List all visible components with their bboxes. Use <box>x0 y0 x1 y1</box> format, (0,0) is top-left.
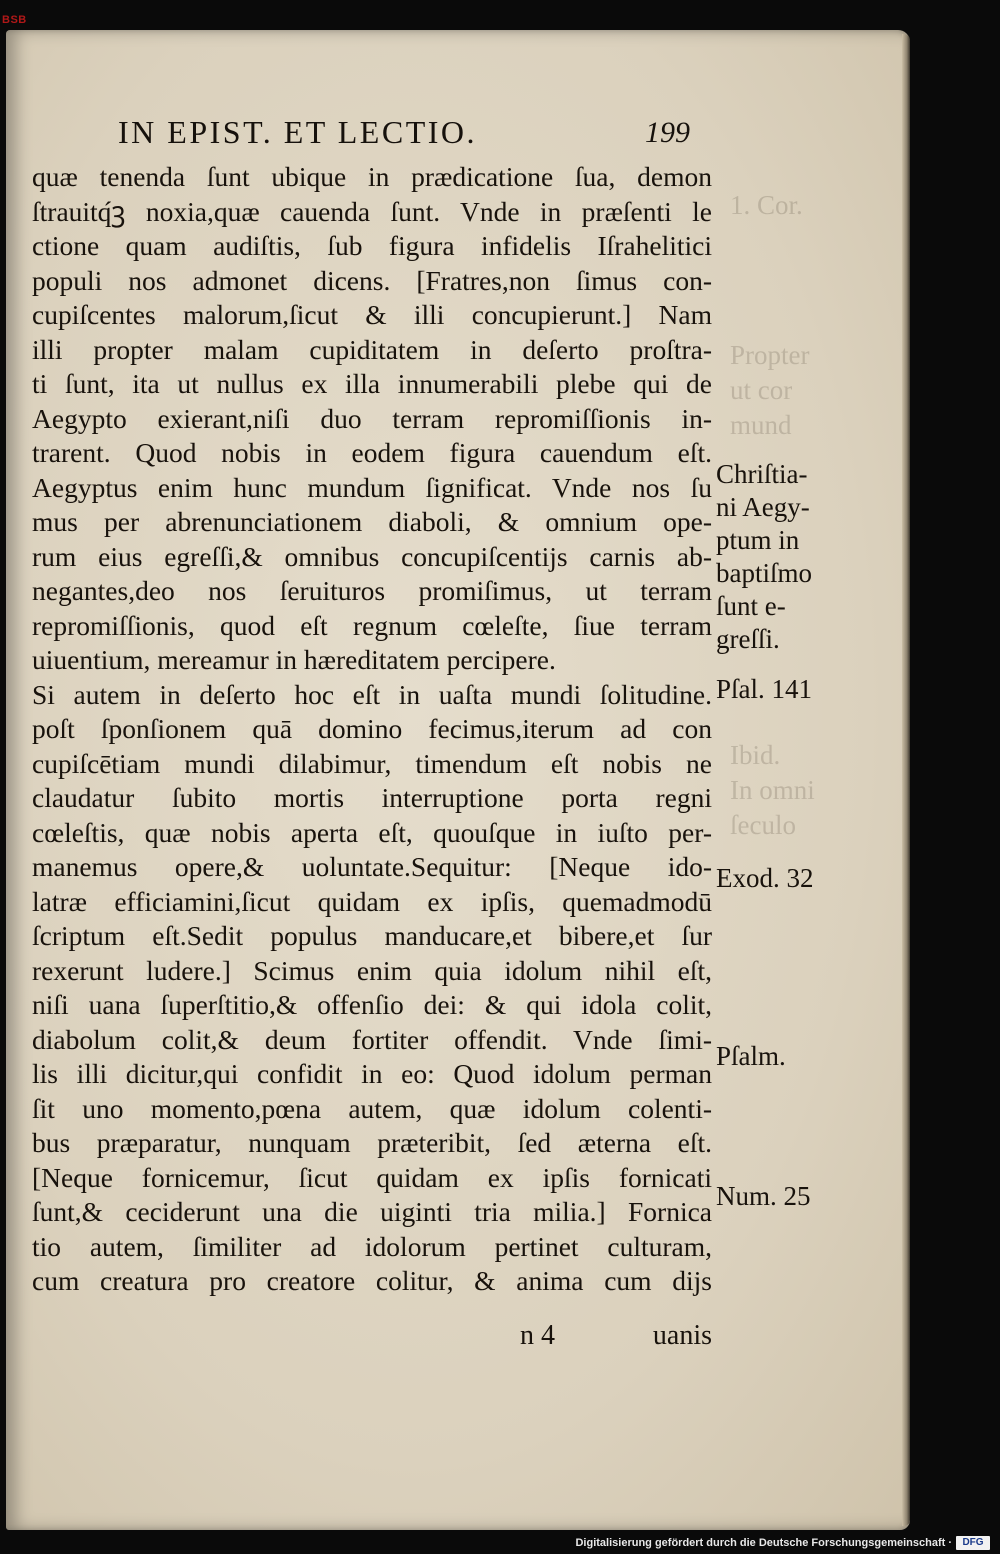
text-line: Aegyptus enim hunc mundum ſignificat. Vnde nos ſu <box>32 471 712 503</box>
text-line: repromiſſionis, quod eſt regnum cœleſte, ſiue terram <box>32 609 712 641</box>
marginal-note-christiani <box>716 458 846 656</box>
text-line: trarent. Quod nobis in eodem figura cauendum eſt. <box>32 437 712 468</box>
text-line: populi nos admonet dicens. [Fratres,non ſimus con- <box>32 264 712 296</box>
text-line: Si autem in deſerto hoc eſt in uaſta mundi ſolitudine. <box>32 678 712 710</box>
text-line: cum creatura pro creatore colitur, & anima cum dijs <box>32 1265 712 1296</box>
text-line: ctione quam audiſtis, ſub figura infidelis Iſrahelitici <box>32 230 712 261</box>
text-line: manemus opere,& uoluntate.Sequitur: [Neque ido- <box>32 851 712 882</box>
text-line: [Neque fornicemur, ſicut quidam ex ipſis fornicati <box>32 1161 712 1193</box>
text-line: diabolum colit,& deum fortiter offendit. Vnde ſimi- <box>32 1023 712 1055</box>
marginal-note-line: Pſal. 141 <box>716 674 813 704</box>
text-line: ſit uno momento,pœna autem, quæ idolum colenti- <box>32 1092 712 1124</box>
text-line: bus præparatur, nunquam præteribit, ſed æterna eſt. <box>32 1127 712 1158</box>
text-line: quæ tenenda ſunt ubique in prædicatione ſua, demon <box>32 161 712 192</box>
text-line: ſunt,& ceciderunt una die uiginti tria milia.] Fornica <box>32 1196 712 1227</box>
dfg-logo: DFG <box>956 1536 990 1550</box>
marginal-note-line: Pſalm. <box>716 1041 786 1071</box>
marginal-note-line: ni Aegy- <box>716 492 810 522</box>
text-line: cupiſcentes malorum,ſicut & illi concupierunt.] Nam <box>32 299 712 330</box>
digitization-credit: Digitalisierung gefördert durch die Deutsche Forschungsgemeinschaft · <box>575 1537 952 1549</box>
page-number: 199 <box>645 116 690 149</box>
page-fore-edge <box>902 34 910 1526</box>
text-line: tio autem, ſimiliter ad idolorum pertinet culturam, <box>32 1230 712 1262</box>
marginal-note-line: Num. 25 <box>716 1181 811 1211</box>
show-through-text: Propter ut cor mund <box>730 340 810 440</box>
marginal-note-psalm <box>716 1040 846 1073</box>
text-line: rexerunt ludere.] Scimus enim quia idolum nihil eſt, <box>32 954 712 986</box>
marginal-note-line: ptum in <box>716 525 800 555</box>
text-line: claudatur ſubito mortis interruptione porta regni <box>32 782 712 813</box>
marginal-note-num-25 <box>716 1180 846 1213</box>
marginal-note-line: ſunt e- <box>716 591 786 621</box>
show-through-text: 1. Cor. <box>730 190 803 220</box>
text-line: negantes,deo nos ſeruituros promiſimus, ut terram <box>32 575 712 606</box>
text-line: latræ efficiamini,ſicut quidam ex ipſis, quemadmodū <box>32 885 712 917</box>
text-line: cœleſtis, quæ nobis aperta eſt, quouſque in iuſto per- <box>32 816 712 848</box>
show-through-text: Ibid. In omni ſeculo <box>730 740 815 840</box>
text-line: ſcriptum eſt.Sedit populus manducare,et bibere,et ſur <box>32 920 712 951</box>
library-watermark: BSB <box>2 14 27 26</box>
running-title: IN EPIST. ET LECTIO. <box>118 114 477 150</box>
text-line: uiuentium, mereamur in hæreditatem percipere. <box>32 644 556 675</box>
signature-mark: n 4 <box>520 1320 555 1351</box>
marginal-note-psal-141 <box>716 673 846 706</box>
marginal-note-exod-32 <box>716 862 846 895</box>
marginal-note-line: greſſi. <box>716 624 780 654</box>
page-header <box>118 114 690 158</box>
text-line: ſtrauitq́ꝫ noxia,quæ cauenda ſunt. Vnde in præſenti le <box>32 195 712 227</box>
text-line: rum eius egreſſi,& omnibus concupiſcentijs carnis ab- <box>32 540 712 572</box>
catchword: uanis <box>652 1320 712 1351</box>
text-line: cupiſcētiam mundi dilabimur, timendum eſt nobis ne <box>32 747 712 779</box>
page-footer-line <box>520 1320 712 1356</box>
main-text-block <box>32 160 712 1299</box>
text-line: poſt ſponſionem quā domino fecimus,iterum ad con <box>32 713 712 744</box>
text-line: ti ſunt, ita ut nullus ex illa innumerabili plebe qui de <box>32 368 712 399</box>
text-line: lis illi dicitur,qui confidit in eo: Quod idolum perman <box>32 1058 712 1089</box>
marginal-note-line: Chriſtia- <box>716 459 808 489</box>
text-line: niſi uana ſuperſtitio,& offenſio dei: & qui idola colit, <box>32 989 712 1020</box>
text-line: Aegypto exierant,niſi duo terram repromiſſionis in- <box>32 402 712 434</box>
marginal-note-line: Exod. 32 <box>716 863 814 893</box>
text-line: mus per abrenunciationem diaboli, & omnium ope- <box>32 506 712 537</box>
marginal-note-line: baptiſmo <box>716 558 812 588</box>
text-line: illi propter malam cupiditatem in deſerto proſtra- <box>32 333 712 365</box>
